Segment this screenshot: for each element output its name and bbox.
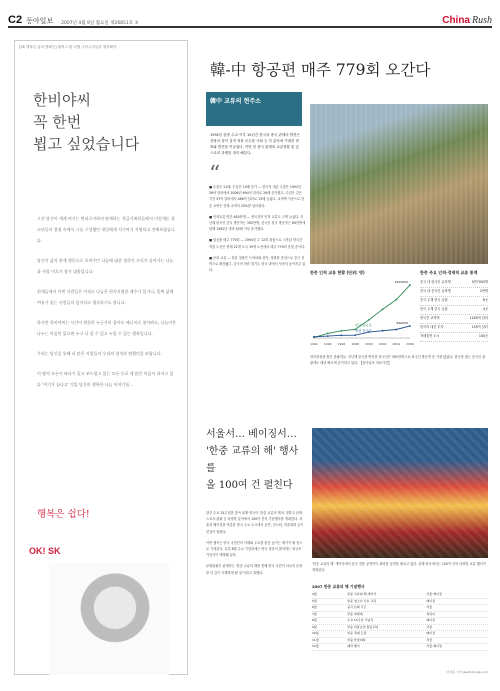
main-headline: 韓-中 항공편 매주 779회 오간다 bbox=[210, 61, 431, 79]
data-point bbox=[341, 334, 343, 336]
table-cell: 서울·베이징 bbox=[426, 592, 442, 596]
table-cell: 서울 bbox=[426, 624, 433, 629]
data-point bbox=[341, 330, 343, 332]
table-cell: 10월 bbox=[312, 631, 319, 635]
table-cell: 9월 bbox=[312, 624, 317, 629]
stats-row bbox=[420, 306, 488, 315]
byline: 이정훈 기자 jlee@donga.com bbox=[446, 670, 488, 674]
data-point bbox=[327, 333, 329, 335]
ad-paragraph: 당신이 삶의 현재 행동으로 보여주던 나눔에 대한 생각이 우리가 살아가는 나눔과 사랑 이으키 참가 대합입니다. bbox=[37, 258, 174, 274]
stats-row bbox=[420, 279, 488, 288]
lower-paragraph: 문화관광부 관계자는 '한중 교류의 해를 통해 양국 국민이 서로의 문화를 더 깊이 이해하게 될 것'이라고 말했다. bbox=[206, 564, 303, 575]
table-cell: 베이징 bbox=[426, 631, 436, 635]
x-tick-label: 1996 bbox=[337, 342, 346, 346]
data-point bbox=[313, 336, 315, 338]
stats-row bbox=[420, 324, 488, 333]
main-story bbox=[206, 92, 488, 414]
table-cell: 베이징 bbox=[426, 598, 436, 603]
x-tick-label: 2000 bbox=[365, 342, 373, 346]
pull-title-box bbox=[206, 92, 302, 126]
table-cell: 베이징 bbox=[426, 618, 436, 622]
data-label: 3920000 bbox=[394, 280, 408, 285]
table-cell: 7월 bbox=[312, 611, 317, 616]
data-point bbox=[382, 308, 384, 310]
table-cell: 8월 bbox=[312, 618, 317, 622]
ad-tagline: [SK 행복한 삶의 캠페인] 뭘싸고 환 나꿨 국어주의일을 행복해야 bbox=[19, 45, 117, 49]
table-cell: 서울 bbox=[426, 637, 433, 642]
table-cell: 한국의 대중 투자 bbox=[420, 325, 444, 329]
event-row bbox=[312, 644, 488, 651]
stats-table bbox=[420, 270, 488, 342]
table-cell: 중국 주재 한국 공관 bbox=[420, 298, 448, 302]
ad-body bbox=[37, 213, 177, 399]
data-point bbox=[409, 284, 411, 286]
lower-headline: 서울서… 베이징서… '한중 교류의 해' 행사를 올 100여 건 펼친다 bbox=[206, 429, 299, 491]
issue-date: 2007년 4월 9일 월요일 제26851호 ⑤ bbox=[61, 21, 139, 26]
table-cell: 한중 학술대회 bbox=[347, 637, 366, 642]
stats-row bbox=[420, 315, 488, 324]
data-point bbox=[382, 330, 384, 332]
table-cell: 서울 bbox=[426, 605, 433, 609]
quote-mark: “ bbox=[209, 162, 221, 187]
table-cell: 100곳 bbox=[478, 334, 488, 338]
section-number: C2 bbox=[8, 14, 23, 26]
article-body bbox=[209, 184, 306, 278]
data-label: 890000 bbox=[396, 320, 408, 325]
events-table bbox=[312, 584, 488, 651]
ad-slogan: 행복은 쉽다! bbox=[37, 509, 90, 520]
table-cell: 5만7000명 bbox=[471, 280, 488, 284]
portrait-photo bbox=[49, 563, 169, 675]
chart-title: 한중 인적 교류 현황 (단위: 명) bbox=[310, 270, 365, 275]
ad-paragraph: 이 땅의 모든이 바다가 있고 부드럽고 있는 모든 동료 데 많은 마음이 하지고 있다 '여기가 끝나고' 것입 당신의 행복한 나눔 이야기를... bbox=[37, 371, 174, 387]
x-tick-label: 2002 bbox=[378, 342, 387, 346]
article-paragraph: ■ 인적교류 연간 480만명 — 양국간의 인적 교류도 크게 늘었다. 지난해 한국인 중국 방문자는 392만명, 중국인 한국 방문자는 89만명에 달해 1992년 대비 30배 이상 증가했다. bbox=[209, 214, 306, 232]
table-cell: 한중 전통공연 합동무대 bbox=[347, 624, 379, 629]
data-point bbox=[409, 325, 411, 327]
table-cell: 한중 청소년 우호 교류 bbox=[347, 598, 377, 603]
table-cell: 150억 달러 bbox=[471, 325, 488, 329]
ad-paragraph: 그건 당신이 세계 여기는 변리로이하며 탐색하는 천금가족한들에서 이렇게든 청소년들의 열정 속에서 그를 구성했던 내일에게 저기여기 저명되고 전해보였습니다. bbox=[37, 216, 175, 243]
table-cell: 4곳 bbox=[482, 307, 488, 311]
masthead bbox=[8, 6, 492, 28]
data-point bbox=[395, 329, 397, 331]
lead-text: 1992년 한중 수교 이후 15년간 한국과 중국 관계의 발전은 상당의 점이 질적 성장 모두를 사회 등 각 분야에 거대한 변화와 발전을 이끌었다. 이번 한 중국 관계의 교류현황 및 앞으로의 과제를 정리 해본다. bbox=[210, 133, 300, 155]
table-cell: 폐막 행사 bbox=[347, 644, 360, 648]
article-paragraph: ■ 수출은 21배, 수입은 10배 증가 — 한국의 대중 수출은 1992년 26억 달러에서 2006년 694억 달러로 26배 증가했고, 수입은 같은 기간 37억 달러에서 486억 달러로 13배 늘었다. 교역액 기준으로 한중 교역은 전체 교역의 20%를 넘어섰다. bbox=[209, 185, 305, 208]
table-cell: 서울·베이징 bbox=[426, 644, 442, 648]
x-tick-label: 1994 bbox=[323, 342, 332, 346]
line-chart-svg bbox=[310, 278, 416, 348]
events-title: 2007 한중 교류의 해 기념행사 bbox=[312, 584, 365, 589]
article-paragraph: ■ 문화 교류 — 한류 열풍은 드라마와 음악, 영화를 중심으로 중국 전역으로 확산됐고, 중국어 학습 열기도 한국 내에서 꾸준히 높아지고 있다. bbox=[209, 255, 306, 273]
table-cell: 1180억 달러 bbox=[469, 316, 488, 320]
table-cell: 5월 bbox=[312, 598, 317, 603]
x-tick-label: 1998 bbox=[351, 342, 359, 346]
x-tick-label: 1992 bbox=[310, 342, 318, 346]
table-cell: 자매결연 도시 bbox=[420, 334, 440, 338]
data-point bbox=[395, 299, 397, 301]
ad-title: 한비야씨 꼭 한번 뵙고 싶었습니다 bbox=[33, 91, 140, 153]
data-point bbox=[368, 319, 370, 321]
ad-paragraph: 하지만 한비야씨는 시간이 원한한 누군가의 잡아오 에너지로 찾아봐도, 나눔이은 나누는 마음만 있으면 누구 나 할 수 있고 누입 수 있는 행복입니다. bbox=[37, 320, 176, 336]
table-cell: 12월 bbox=[312, 644, 319, 648]
lower-paragraph: 이번 행사는 양국 국민간의 이해와 우호를 한층 높이는 계기가 될 것으로 기대된다. 특히 8월 수교 기념일에는 양국 정상이 참석하는 대규모 기념식이 예정돼 있다. bbox=[206, 540, 303, 558]
newspaper-name: 동아일보 bbox=[26, 17, 54, 25]
table-cell: 6곳 bbox=[482, 298, 488, 302]
table-cell: 중국 문화 주간 bbox=[347, 605, 367, 609]
stats-table-title: 한중 주요 인적·경제적 교류 통계 bbox=[420, 270, 478, 275]
stats-row bbox=[420, 288, 488, 297]
table-cell: 중국 내 한국인 유학생 bbox=[420, 280, 451, 284]
series-label: 방한 중국인 bbox=[355, 329, 372, 334]
pull-title: 韓中 교류의 현주소 bbox=[210, 98, 261, 105]
great-wall-photo bbox=[310, 104, 488, 264]
exchange-chart bbox=[310, 270, 416, 350]
ad-paragraph: 현재들에서 어떤 사람들은 아직도 나눔은 현지지명한 재주가 있거나, 훌쩍 삶에 여유가 있는 사람들의 몫이라고 생각하기도 합니다. bbox=[37, 289, 174, 305]
table-cell: 6월 bbox=[312, 605, 317, 609]
series-label: 방중 한국인 bbox=[355, 323, 372, 328]
lower-story bbox=[206, 426, 488, 676]
stats-row bbox=[420, 297, 488, 306]
table-cell: 한중 교류의 해 개막식 bbox=[347, 592, 377, 596]
sk-logo: OK! SK bbox=[29, 546, 61, 556]
festival-photo bbox=[312, 428, 488, 558]
x-tick-label: 2006 bbox=[406, 342, 414, 346]
table-cell: 4월 bbox=[312, 592, 317, 596]
x-tick-label: 2004 bbox=[392, 342, 401, 346]
table-cell: 2만명 bbox=[479, 289, 488, 293]
table-cell: 11월 bbox=[312, 637, 319, 642]
table-cell: 한중 경제 포럼 bbox=[347, 631, 367, 635]
table-cell: 수교 15주년 기념식 bbox=[347, 618, 374, 622]
ad-paragraph: 우리는 당신을 통해 더 많은 사람들이 우리의 광석과 탐했던을 바랍니다. bbox=[37, 351, 162, 356]
article-paragraph: ■ 항공편 매주 779회 — 1994년 주 12회 취항으로 시작된 양국간 직항 노선은 현재 22개 도시 39개 노선에서 매주 779회 운항 중이다. bbox=[209, 238, 306, 249]
photo-caption: 만리장성을 찾은 관광객들. 지난해 중국을 방문한 한국인은 392만명으로 외국인 방문객 중 가장 많았다. 한국을 찾는 중국인 관광객도 매년 빠르게 증가하고 있다. 【동아일보 자료사진】 bbox=[310, 355, 486, 365]
lower-body bbox=[206, 510, 304, 576]
table-cell: 상하이 bbox=[426, 611, 436, 616]
table-cell: 양국간 교역액 bbox=[420, 316, 440, 320]
festival-caption: '한중 교류의 해' 개막식에서 중국 전통 공연단이 화려한 공연을 펼치고 있다. 올해 양국에서는 100여 건의 다양한 교류 행사가 개최된다. bbox=[312, 562, 486, 572]
table-cell: 한중 영화제 bbox=[347, 611, 363, 616]
section-brand: China bbox=[442, 15, 470, 26]
data-point bbox=[327, 335, 329, 337]
sk-advertisement bbox=[14, 40, 188, 675]
table-cell: 한국 내 중국인 유학생 bbox=[420, 289, 451, 293]
stats-row bbox=[420, 333, 488, 342]
section-brand-suffix: Rush bbox=[472, 15, 492, 26]
lower-paragraph: 한중 수교 15주년을 맞아 올해 양국이 '한중 교류의 해'로 정하고 문화·스포츠·관광 등 다양한 분야에서 100여 건의 기념행사를 개최한다. 서울과 베이징을 비롯한 양국 주요 도시에서 공연, 전시회, 학술대회 등이 잇달아 열린다. bbox=[206, 511, 304, 534]
table-cell: 한국 주재 중국 공관 bbox=[420, 307, 448, 311]
data-point bbox=[354, 334, 356, 336]
